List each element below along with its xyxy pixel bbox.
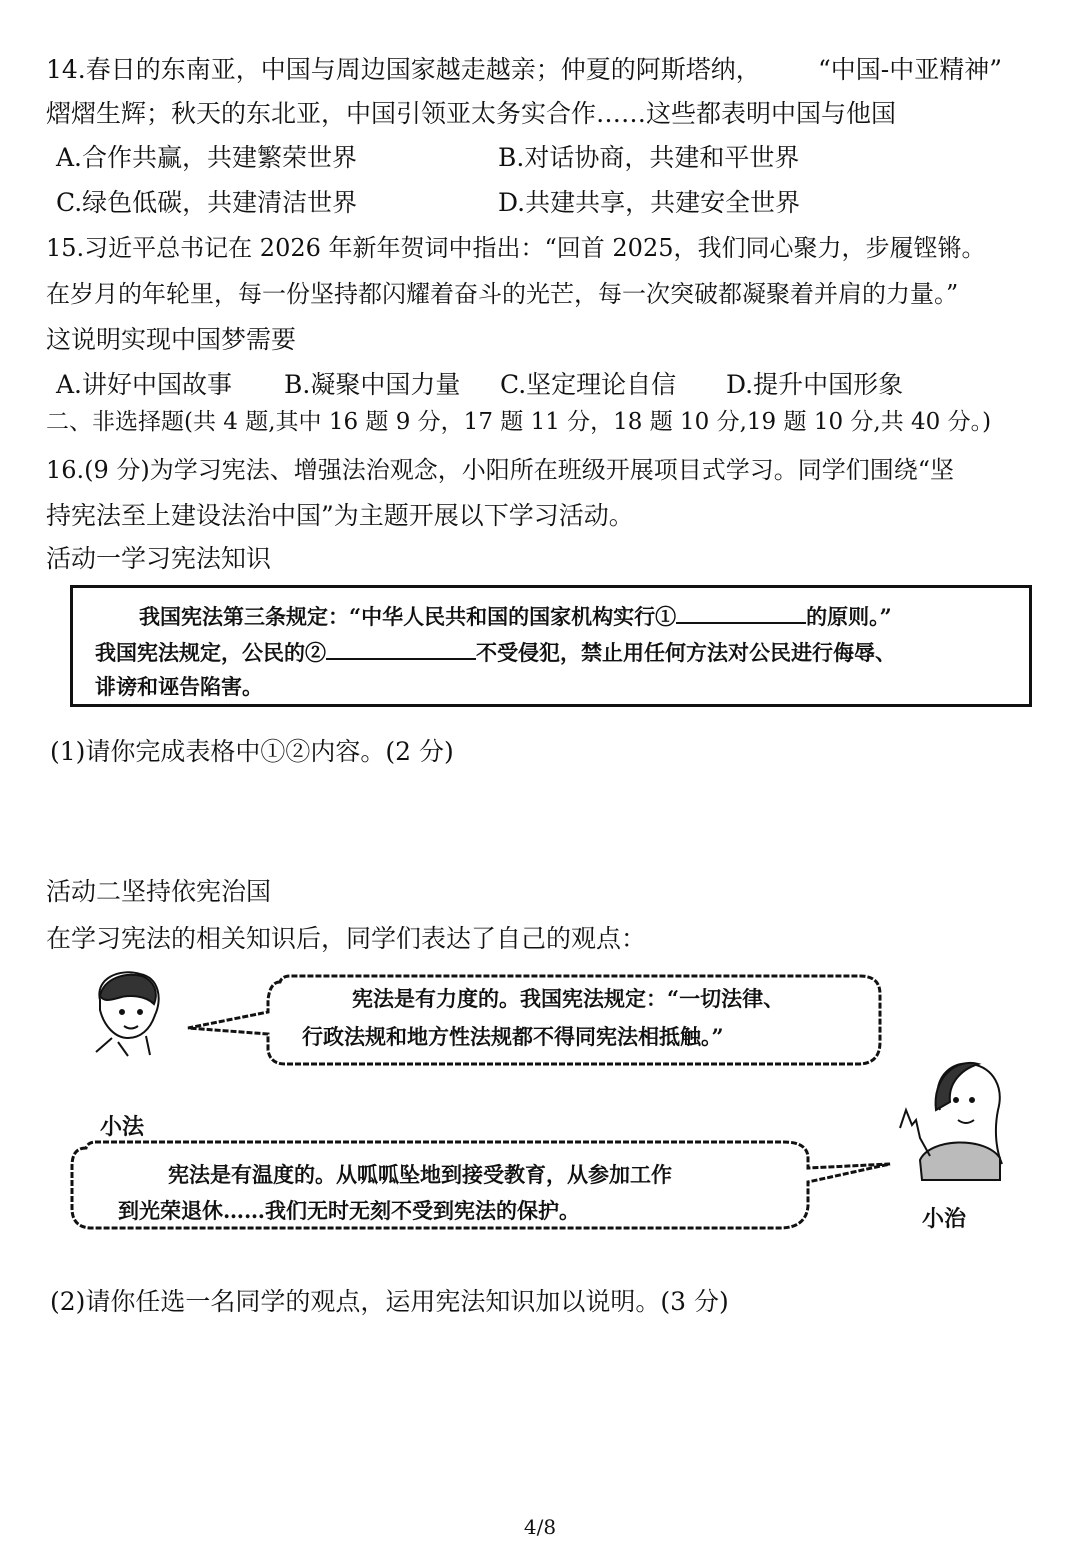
box-line1 [139,600,892,632]
page-number: 4/8 [523,1515,557,1539]
q14-option-a: A.合作共赢，共建繁荣世界 [56,143,358,172]
section2-header: 二、非选择题(共 4 题,其中 16 题 9 分，17 题 11 分，18 题 10 分,19 题 10 分,共 40 分。) [46,409,992,435]
q15-line3: 这说明实现中国梦需要 [46,325,297,354]
bubble1-line1: 宪法是有力度的。我国宪法规定：“一切法律、 [352,986,785,1011]
bubble2-line1: 宪法是有温度的。从呱呱坠地到接受教育，从参加工作 [168,1162,672,1187]
box-line2-end: 不受侵犯，禁止用任何方法对公民进行侮辱、 [476,640,896,665]
activity2-title: 活动二坚持依宪治国 [46,877,272,906]
q14-line1-quote: “中国-中亚精神” [818,55,1003,84]
constitution-knowledge-box [70,585,1032,707]
activity1-title: 活动一学习宪法知识 [46,544,272,573]
box-line3: 诽谤和诬告陷害。 [95,674,263,699]
student-name-1: 小法 [100,1114,145,1140]
q14-option-d: D.共建共享，共建安全世界 [498,188,801,217]
q16-sub1: (1)请你完成表格中①②内容。(2 分) [50,737,454,766]
box-line1-text: 我国宪法第三条规定：“中华人民共和国的国家机构实行① [139,604,677,629]
box-line2-text: 我国宪法规定，公民的② [95,640,326,665]
q14-line2: 熠熠生辉；秋天的东北亚，中国引领亚太务实合作……这些都表明中国与他国 [46,99,897,128]
q15-option-b: B.凝聚中国力量 [284,370,461,399]
q15-option-d: D.提升中国形象 [726,370,904,399]
q14-line1-text: 14.春日的东南亚，中国与周边国家越走越亲；仲夏的阿斯塔纳， [46,55,761,84]
q14-option-b: B.对话协商，共建和平世界 [498,143,800,172]
blank-1[interactable] [676,600,806,624]
q14-option-c: C.绿色低碳，共建清洁世界 [56,188,358,217]
q16-line2: 持宪法至上建设法治中国”为主题开展以下学习活动。 [46,501,634,530]
box-line2 [95,636,896,668]
bubble1-line2: 行政法规和地方性法规都不得同宪法相抵触。” [302,1024,724,1049]
q14-line1 [46,53,761,87]
box-line1-end: 的原则。” [806,604,892,629]
girl-avatar [900,1063,1002,1180]
bubble2-line2: 到光荣退休……我们无时无刻不受到宪法的保护。 [118,1198,580,1223]
q15-line1: 15.习近平总书记在 2026 年新年贺词中指出：“回首 2025，我们同心聚力，步履铿锵。 [46,234,986,262]
q15-option-c: C.坚定理论自信 [500,370,677,399]
q15-option-a: A.讲好中国故事 [56,370,233,399]
student-name-2: 小治 [922,1206,967,1232]
q15-line2: 在岁月的年轮里，每一份坚持都闪耀着奋斗的光芒，每一次突破都凝聚着并肩的力量。” [46,280,959,308]
activity2-intro: 在学习宪法的相关知识后，同学们表达了自己的观点： [46,924,647,953]
q16-line1: 16.(9 分)为学习宪法、增强法治观念，小阳所在班级开展项目式学习。同学们围绕“坚 [46,456,955,484]
boy-avatar [96,972,159,1056]
blank-2[interactable] [326,636,476,660]
q16-sub2: (2)请你任选一名同学的观点，运用宪法知识加以说明。(3 分) [50,1287,729,1316]
